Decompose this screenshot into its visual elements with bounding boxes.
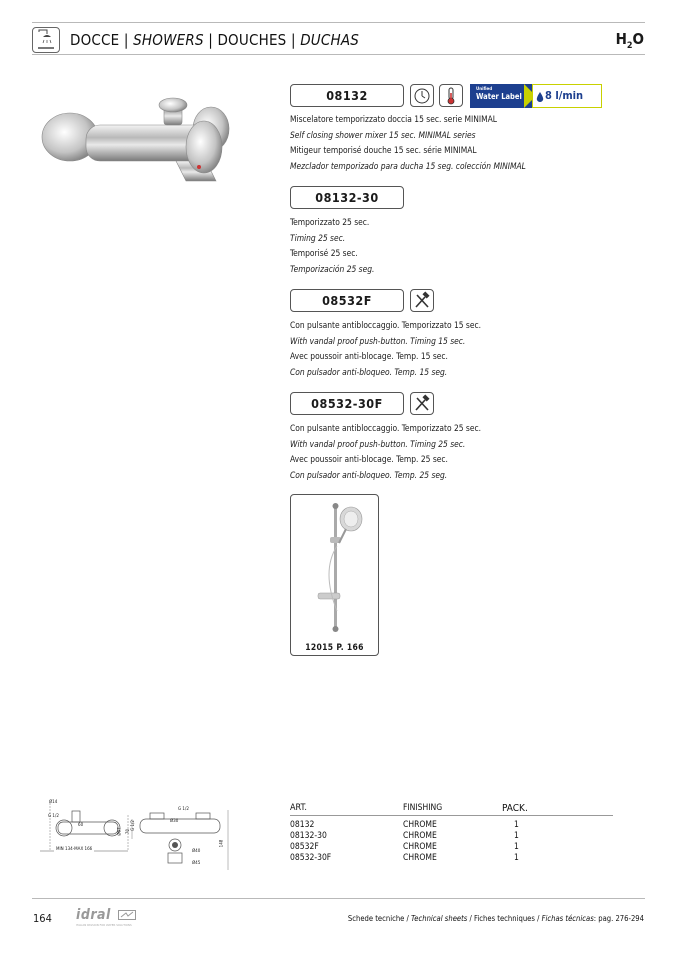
- desc-line-it: Con pulsante antibloccaggio. Temporizzato 15 sec.: [290, 320, 482, 330]
- page-number: 164: [33, 912, 52, 925]
- water-drop-icon: [536, 91, 544, 103]
- dim-label: 60: [78, 823, 84, 828]
- dim-label: G 1/2: [130, 820, 136, 831]
- cell-finishing: CHROME: [403, 820, 437, 830]
- h2o-mark: $H_2O$: [615, 30, 644, 51]
- water-label-value-box: [532, 84, 602, 108]
- technical-drawing: [30, 795, 240, 875]
- cell-finishing: CHROME: [403, 853, 437, 863]
- desc-line-en: Self closing shower mixer 15 sec. MINIMAL series: [290, 129, 476, 140]
- cell-pack: 1: [514, 842, 519, 852]
- product-code-08132: 08132: [290, 84, 404, 107]
- desc-line-it: Con pulsante antibloccaggio. Temporizzato 25 sec.: [290, 423, 482, 433]
- desc-line-en: Timing 25 sec.: [290, 232, 346, 243]
- timer-icon: [410, 84, 434, 107]
- dim-label: Ø67: [117, 827, 123, 836]
- dim-label: Ø45: [192, 861, 201, 866]
- desc-line-it: Miscelatore temporizzato doccia 15 sec. serie MINIMAL: [290, 114, 497, 124]
- desc-line-fr: Temporisé 25 sec.: [290, 248, 358, 259]
- dim-label: Ø30: [170, 819, 179, 824]
- title-fr: DOUCHES: [217, 31, 287, 49]
- cell-finishing: CHROME: [403, 842, 437, 852]
- header-bottom-rule: [32, 54, 645, 55]
- cell-art: 08132-30: [290, 831, 327, 841]
- desc-line-fr: Mitigeur temporisé douche 15 sec. série MINIMAL: [290, 145, 477, 156]
- product-08132-30-description: [290, 215, 374, 277]
- title-es: DUCHAS: [300, 31, 360, 49]
- product-code-08532F: 08532F: [290, 289, 404, 312]
- desc-line-es: Mezclador temporizado para ducha 15 seg. colección MINIMAL: [290, 160, 526, 171]
- title-sep-1: |: [123, 31, 129, 49]
- idral-logo: idral: [76, 907, 136, 923]
- water-label-small: Unified: [476, 87, 493, 92]
- desc-line-en: With vandal proof push-button. Timing 15 sec.: [290, 335, 466, 346]
- cell-pack: 1: [514, 831, 519, 841]
- technical-sheets-reference: Schede tecniche / Technical sheets / Fiches techniques / Fichas técnicas: pag. 276-294: [347, 914, 644, 923]
- water-label-badge: [470, 84, 602, 108]
- shower-category-icon: [32, 27, 60, 53]
- product-08532-30F-description: [290, 421, 481, 483]
- dim-label: MIN 134-MAX 166: [56, 847, 93, 852]
- cell-art: 08532F: [290, 842, 319, 852]
- dim-label: Ø14: [49, 800, 58, 805]
- table-header-finishing: FINISHING: [403, 803, 443, 813]
- dim-label: G 1/2: [48, 814, 59, 819]
- water-label-name: Water Label: [476, 92, 522, 101]
- desc-line-en: With vandal proof push-button. Timing 25 sec.: [290, 438, 466, 449]
- desc-line-es: Con pulsador anti-bloqueo. Temp. 25 seg.: [290, 469, 448, 480]
- desc-line-fr: Avec poussoir anti-blocage. Temp. 15 sec.: [290, 351, 448, 362]
- table-header-pack: PACK.: [502, 803, 528, 814]
- logo-tagline: ITALIAN PASSION FOR WATER SOLUTIONS: [76, 923, 132, 927]
- cell-pack: 1: [514, 853, 519, 863]
- vandal-proof-hammer-icon: [410, 289, 434, 312]
- desc-line-es: Con pulsador anti-bloqueo. Temp. 15 seg.: [290, 366, 448, 377]
- cell-art: 08132: [290, 820, 315, 830]
- vandal-proof-hammer-icon: [410, 392, 434, 415]
- shower-set-label: 12015 P. 166: [305, 643, 364, 653]
- header-top-rule: [32, 22, 645, 23]
- title-sep-3: |: [290, 31, 296, 49]
- page-title: [70, 31, 359, 49]
- table-header-rule: [290, 815, 613, 816]
- shower-set-image: [301, 501, 369, 636]
- dim-label: G 1/2: [178, 807, 189, 812]
- footer-rule: [32, 898, 645, 899]
- shower-set-reference: [290, 494, 379, 656]
- cell-finishing: CHROME: [403, 831, 437, 841]
- title-en: SHOWERS: [133, 31, 204, 49]
- product-code-08532-30F: 08532-30F: [290, 392, 404, 415]
- thermometer-icon: [439, 84, 463, 107]
- product-08532F-description: [290, 318, 481, 380]
- desc-line-it: Temporizzato 25 sec.: [290, 217, 370, 227]
- water-label-value: 8 l/min: [545, 89, 584, 102]
- desc-line-fr: Avec poussoir anti-blocage. Temp. 25 sec.: [290, 454, 448, 465]
- dim-label: 70: [126, 828, 132, 835]
- dim-label: Ø40: [192, 849, 201, 854]
- product-08132-description: [290, 112, 526, 174]
- title-it: DOCCE: [70, 31, 120, 49]
- desc-line-es: Temporización 25 seg.: [290, 263, 375, 274]
- product-code-08132-30: 08132-30: [290, 186, 404, 209]
- cell-art: 08532-30F: [290, 853, 332, 863]
- cell-pack: 1: [514, 820, 519, 830]
- logo-mark-icon: [118, 910, 136, 920]
- table-header-art: ART.: [290, 803, 307, 813]
- title-sep-2: |: [208, 31, 213, 49]
- dim-label: 148: [219, 839, 225, 848]
- shower-mixer-image: [36, 95, 236, 195]
